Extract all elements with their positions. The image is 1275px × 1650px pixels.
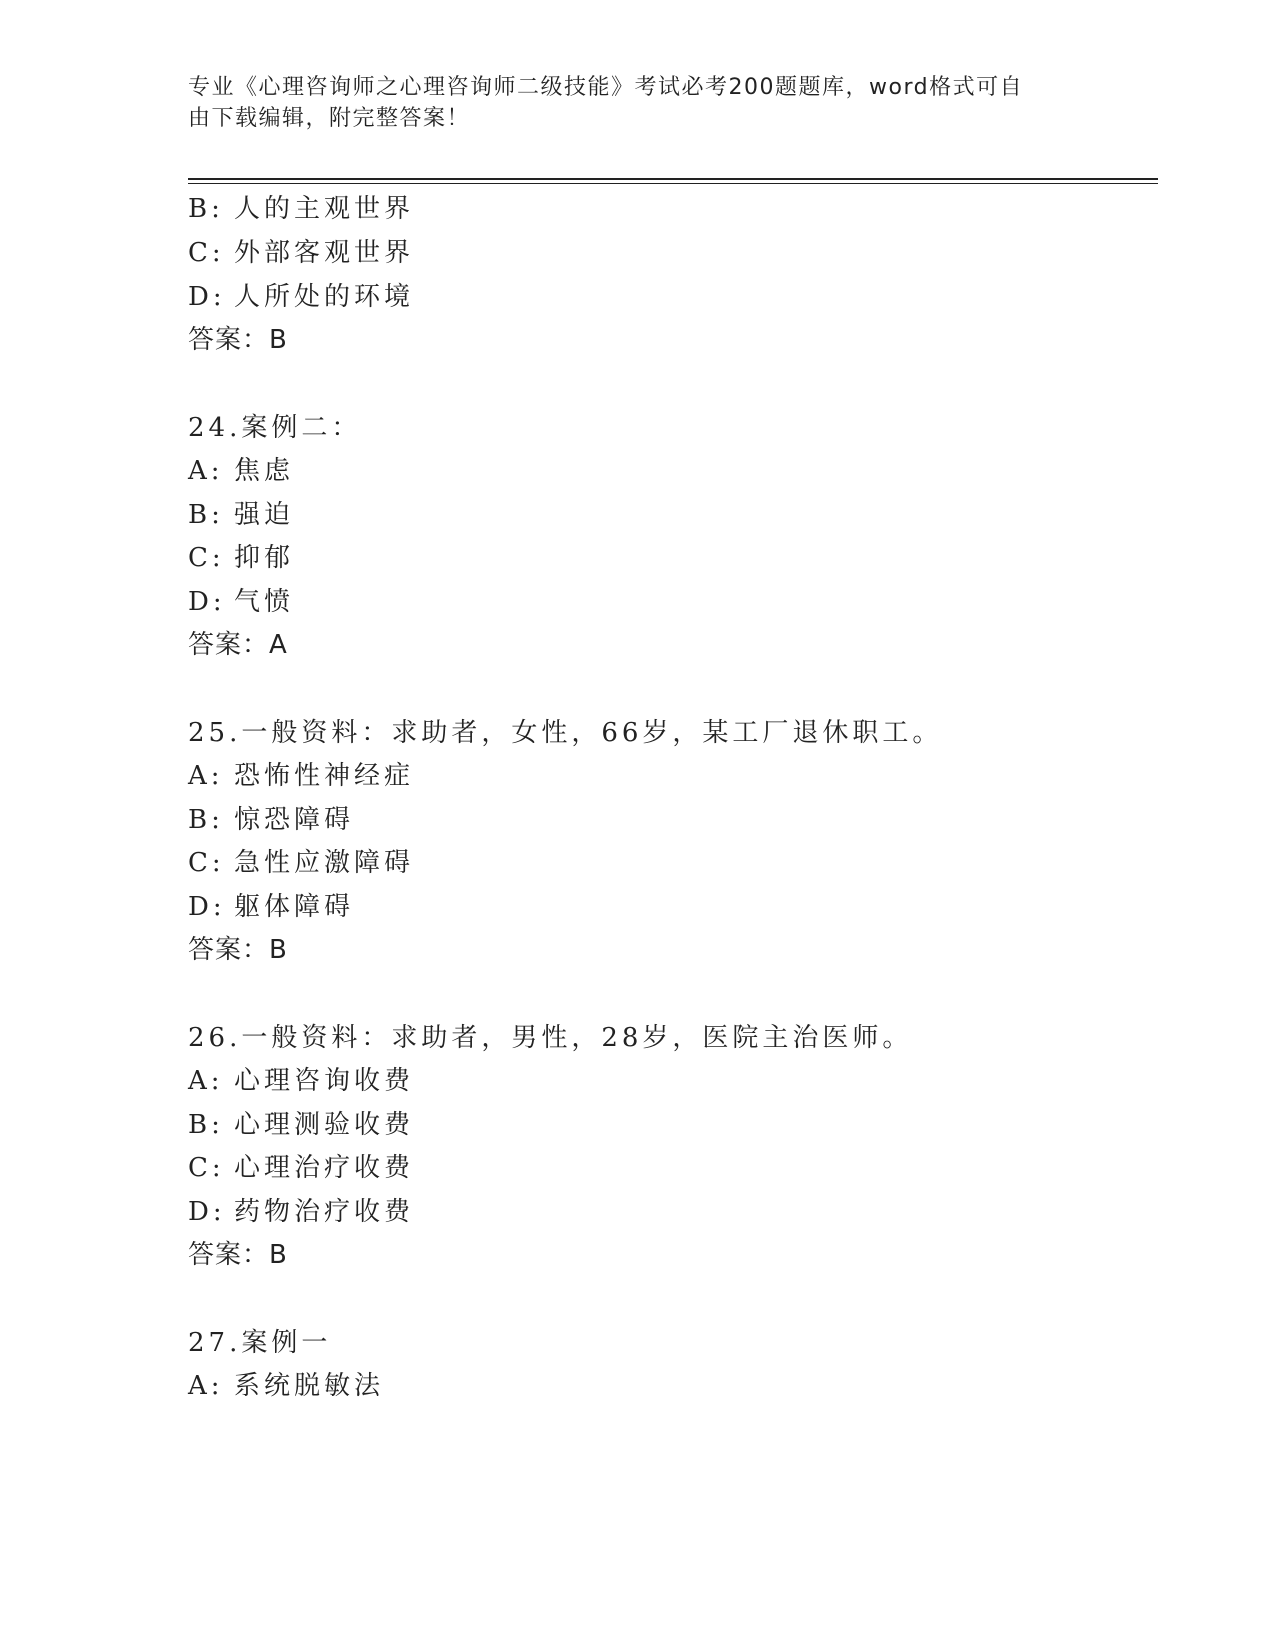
answer-line: 答案：B xyxy=(188,935,288,965)
option-c xyxy=(188,846,414,880)
question-stem: 24.案例二： xyxy=(188,413,362,443)
option-label: C: xyxy=(188,238,225,268)
option-label: A: xyxy=(188,1371,224,1401)
option-a xyxy=(188,1369,384,1403)
answer-line: 答案：B xyxy=(188,1240,288,1270)
option-text: 心理测验收费 xyxy=(234,1110,415,1140)
question-stem: 27.案例一 xyxy=(188,1328,332,1358)
option-label: A: xyxy=(188,456,224,486)
option-text: 心理咨询收费 xyxy=(234,1066,415,1096)
header-rule-thin xyxy=(188,183,1158,184)
option-text: 躯体障碍 xyxy=(234,892,355,922)
option-text: 人所处的环境 xyxy=(234,282,415,312)
question-stem: 25.一般资料：求助者，女性，66岁，某工厂退休职工。 xyxy=(188,718,943,748)
answer-line: 答案：B xyxy=(188,325,288,355)
option-label: C: xyxy=(188,1153,225,1183)
option-label: C: xyxy=(188,543,225,573)
option-c xyxy=(188,236,414,270)
header-line-2: 由下载编辑，附完整答案！ xyxy=(188,106,471,131)
option-c xyxy=(188,1151,414,1185)
option-b xyxy=(188,803,354,837)
option-c xyxy=(188,541,294,575)
header-rule-thick xyxy=(188,178,1158,180)
option-b xyxy=(188,1108,414,1142)
option-label: B: xyxy=(188,805,224,835)
option-label: D: xyxy=(188,892,226,922)
option-a xyxy=(188,1064,414,1098)
option-b xyxy=(188,498,294,532)
option-text: 人的主观世界 xyxy=(234,194,415,224)
option-d xyxy=(188,585,294,619)
option-d xyxy=(188,1195,414,1229)
option-label: D: xyxy=(188,587,226,617)
option-label: C: xyxy=(188,848,225,878)
option-text: 恐怖性神经症 xyxy=(234,761,415,791)
option-label: A: xyxy=(188,1066,224,1096)
option-text: 系统脱敏法 xyxy=(234,1371,385,1401)
option-text: 急性应激障碍 xyxy=(234,848,415,878)
header-line-1: 专业《心理咨询师之心理咨询师二级技能》考试必考200题题库，word格式可自 xyxy=(188,75,1024,100)
option-d xyxy=(188,280,414,314)
option-text: 强迫 xyxy=(234,500,295,530)
option-text: 心理治疗收费 xyxy=(234,1153,415,1183)
option-label: B: xyxy=(188,1110,224,1140)
option-text: 外部客观世界 xyxy=(234,238,415,268)
option-a xyxy=(188,759,414,793)
option-text: 气愤 xyxy=(234,587,295,617)
document-header xyxy=(188,72,1068,134)
option-label: B: xyxy=(188,194,224,224)
option-text: 药物治疗收费 xyxy=(234,1197,415,1227)
option-text: 惊恐障碍 xyxy=(234,805,355,835)
option-text: 抑郁 xyxy=(234,543,295,573)
option-b xyxy=(188,192,414,226)
answer-line: 答案：A xyxy=(188,630,288,660)
question-stem: 26.一般资料：求助者，男性，28岁，医院主治医师。 xyxy=(188,1023,913,1053)
option-text: 焦虑 xyxy=(234,456,295,486)
option-a xyxy=(188,454,294,488)
option-label: D: xyxy=(188,1197,226,1227)
option-label: A: xyxy=(188,761,224,791)
option-d xyxy=(188,890,354,924)
option-label: D: xyxy=(188,282,226,312)
option-label: B: xyxy=(188,500,224,530)
